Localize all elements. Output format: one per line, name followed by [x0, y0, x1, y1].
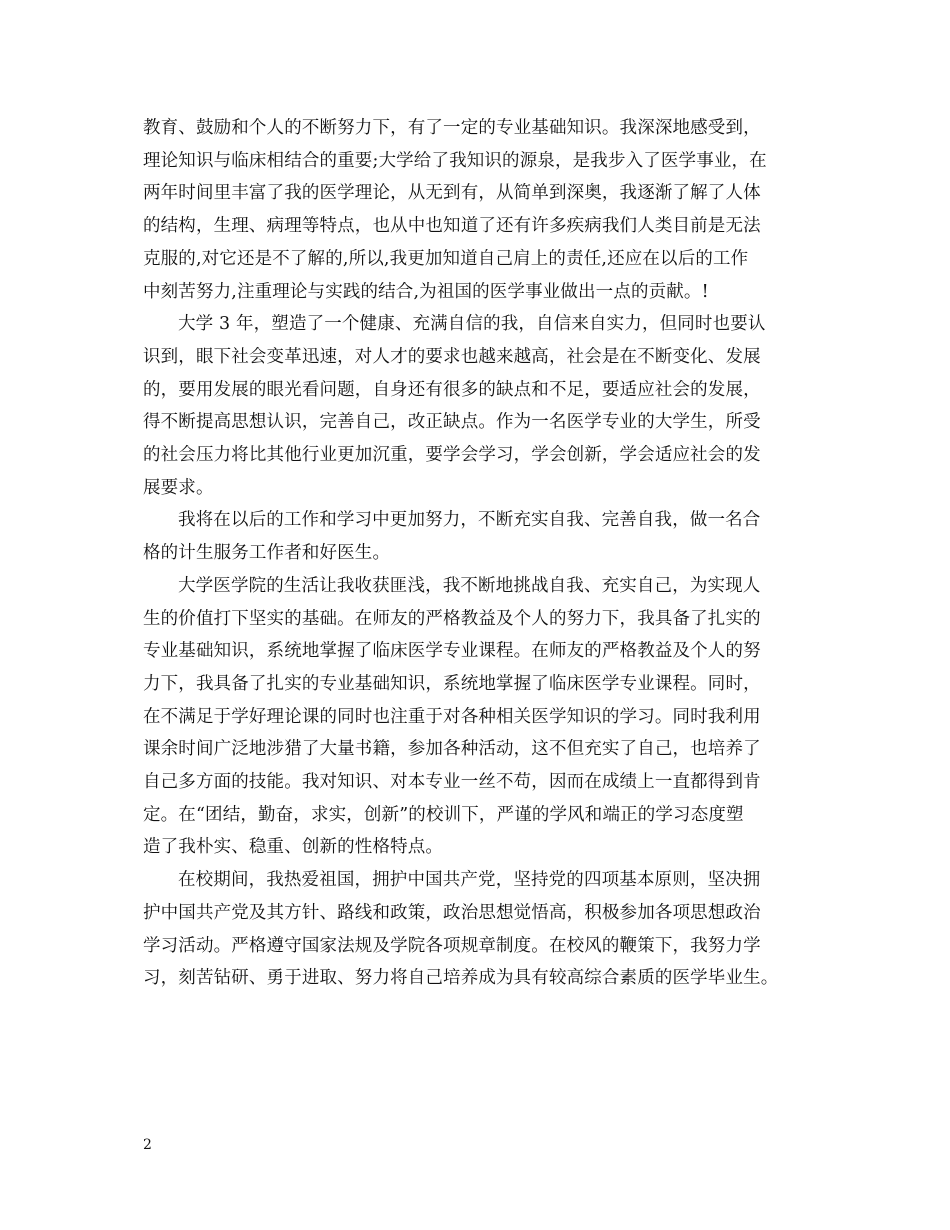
paragraph-4 — [143, 570, 838, 864]
text-line: 学习活动。严格遵守国家法规及学院各项规章制度。在校风的鞭策下，我努力学 — [143, 935, 761, 956]
text-line: 在校期间，我热爱祖国，拥护中国共产党，坚持党的四项基本原则，坚决拥 — [178, 870, 761, 891]
paragraph-3 — [143, 504, 838, 569]
text-line: 展要求。 — [143, 477, 214, 498]
page-number: 2 — [143, 1137, 152, 1153]
text-line: 定。在“团结，勤奋，求实，创新”的校训下，严谨的学风和端正的学习态度塑 — [143, 804, 744, 825]
paragraph-1 — [143, 112, 838, 308]
text-line: 中刻苦努力,注重理论与实践的结合,为祖国的医学事业做出一点的贡献。! — [143, 281, 709, 302]
text-line: 的社会压力将比其他行业更加沉重，要学会学习，学会创新，学会适应社会的发 — [143, 445, 761, 466]
text-line: 理论知识与临床相结合的重要;大学给了我知识的源泉，是我步入了医学事业，在 — [143, 150, 767, 171]
paragraph-2 — [143, 308, 838, 504]
text-line: 我将在以后的工作和学习中更加努力，不断充实自我、完善自我，做一名合 — [178, 510, 761, 531]
text-line: 专业基础知识，系统地掌握了临床医学专业课程。在师友的严格教益及个人的努 — [143, 641, 761, 662]
text-line: 教育、鼓励和个人的不断努力下，有了一定的专业基础知识。我深深地感受到， — [143, 118, 761, 138]
text-line: 的，要用发展的眼光看问题，自身还有很多的缺点和不足，要适应社会的发展， — [143, 379, 761, 400]
text-line: 生的价值打下坚实的基础。在师友的严格教益及个人的努力下，我具备了扎实的 — [143, 608, 761, 629]
text-line: 格的计生服务工作者和好医生。 — [143, 543, 391, 564]
text-line: 克服的,对它还是不了解的,所以,我更加知道自己肩上的责任,还应在以后的工作 — [143, 248, 749, 269]
text-line: 识到，眼下社会变革迅速，对人才的要求也越来越高，社会是在不断变化、发展 — [143, 346, 761, 367]
text-line: 得不断提高思想认识，完善自己，改正缺点。作为一名医学专业的大学生，所受 — [143, 412, 761, 433]
text-line: 自己多方面的技能。我对知识、对本专业一丝不苟，因而在成绩上一直都得到肯 — [143, 772, 761, 793]
text-line: 力下，我具备了扎实的专业基础知识，系统地掌握了临床医学专业课程。同时， — [143, 673, 761, 694]
document-body — [143, 112, 838, 995]
text-line: 造了我朴实、稳重、创新的性格特点。 — [143, 837, 444, 858]
text-line: 的结构，生理、病理等特点，也从中也知道了还有许多疾病我们人类目前是无法 — [143, 216, 761, 237]
text-line: 护中国共产党及其方针、路线和政策，政治思想觉悟高，积极参加各项思想政治 — [143, 902, 761, 923]
text-line: 习，刻苦钻研、勇于进取、努力将自己培养成为具有较高综合素质的医学毕业生。 — [143, 968, 779, 989]
text-line: 大学医学院的生活让我收获匪浅，我不断地挑战自我、充实自己，为实现人 — [178, 575, 761, 596]
text-line: 大学 3 年，塑造了一个健康、充满自信的我，自信来自实力，但同时也要认 — [178, 314, 766, 335]
text-line: 在不满足于学好理论课的同时也注重于对各种相关医学知识的学习。同时我利用 — [143, 706, 761, 727]
paragraph-5 — [143, 864, 838, 995]
text-line: 课余时间广泛地涉猎了大量书籍，参加各种活动，这不但充实了自己，也培养了 — [143, 739, 761, 760]
text-line: 两年时间里丰富了我的医学理论，从无到有，从简单到深奥，我逐渐了解了人体 — [143, 183, 761, 204]
